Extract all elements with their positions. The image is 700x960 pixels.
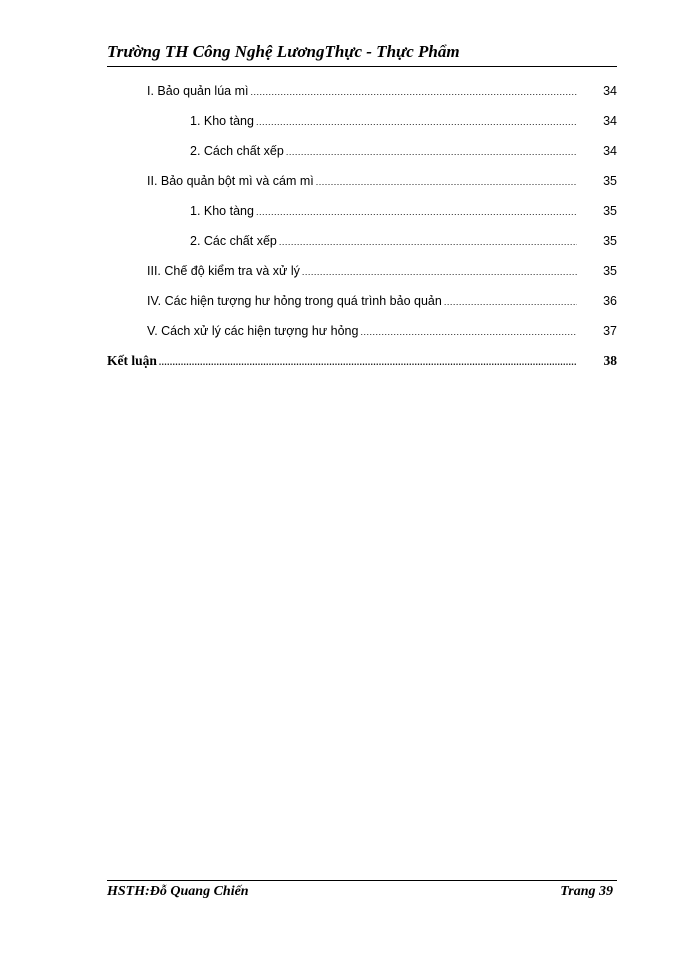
footer-author: HSTH:Đỗ Quang Chiến	[107, 884, 249, 899]
footer-page-number: Trang 39	[560, 884, 613, 899]
toc-dot-leader	[286, 147, 577, 157]
toc-entry	[147, 264, 617, 284]
toc-entry-label: II. Bảo quản bột mì và cám mì	[147, 174, 314, 188]
toc-entry-page: 35	[603, 204, 617, 218]
toc-entry	[147, 294, 617, 314]
toc-entry-label: Kết luận	[107, 353, 157, 368]
toc-dot-leader	[159, 357, 577, 367]
toc-entry-label: 2. Cách chất xếp	[190, 144, 284, 158]
toc-entry-label: III. Chế độ kiểm tra và xử lý	[147, 264, 300, 278]
toc-entry-page: 35	[603, 174, 617, 188]
toc-dot-leader	[256, 207, 577, 217]
toc-entry-page: 37	[603, 324, 617, 338]
toc-entry-label: I. Bảo quản lúa mì	[147, 84, 249, 98]
toc-entry-label: 1. Kho tàng	[190, 114, 254, 128]
toc-entry-conclusion	[107, 353, 617, 373]
toc-entry-page: 38	[603, 353, 617, 368]
header-title: Trường TH Công Nghệ LươngThực - Thực Phẩm	[107, 42, 460, 61]
toc-entry-page: 35	[603, 264, 617, 278]
toc-dot-leader	[256, 117, 577, 127]
toc-entry-label: 2. Các chất xếp	[190, 234, 277, 248]
toc-entry-label: IV. Các hiện tượng hư hỏng trong quá trình bảo quản	[147, 294, 442, 308]
toc-entry	[147, 84, 617, 104]
toc-entry-page: 34	[603, 144, 617, 158]
toc-entry-page: 35	[603, 234, 617, 248]
toc-entry-page: 34	[603, 84, 617, 98]
toc-entry-label: 1. Kho tàng	[190, 204, 254, 218]
toc-entry	[190, 114, 617, 134]
toc-entry-label: V. Cách xử lý các hiện tượng hư hỏng	[147, 324, 359, 338]
toc-entry-page: 36	[603, 294, 617, 308]
toc-entry-page: 34	[603, 114, 617, 128]
toc-entry	[147, 324, 617, 344]
toc-dot-leader	[360, 327, 577, 337]
toc-dot-leader	[302, 267, 577, 277]
page-footer	[107, 880, 617, 903]
toc-dot-leader	[316, 177, 577, 187]
page-header	[107, 42, 617, 67]
toc-entry	[190, 234, 617, 254]
toc-dot-leader	[250, 87, 577, 97]
toc-entry	[190, 144, 617, 164]
toc-dot-leader	[279, 237, 577, 247]
toc-entry	[190, 204, 617, 224]
toc-dot-leader	[444, 297, 577, 307]
toc-entry	[147, 174, 617, 194]
